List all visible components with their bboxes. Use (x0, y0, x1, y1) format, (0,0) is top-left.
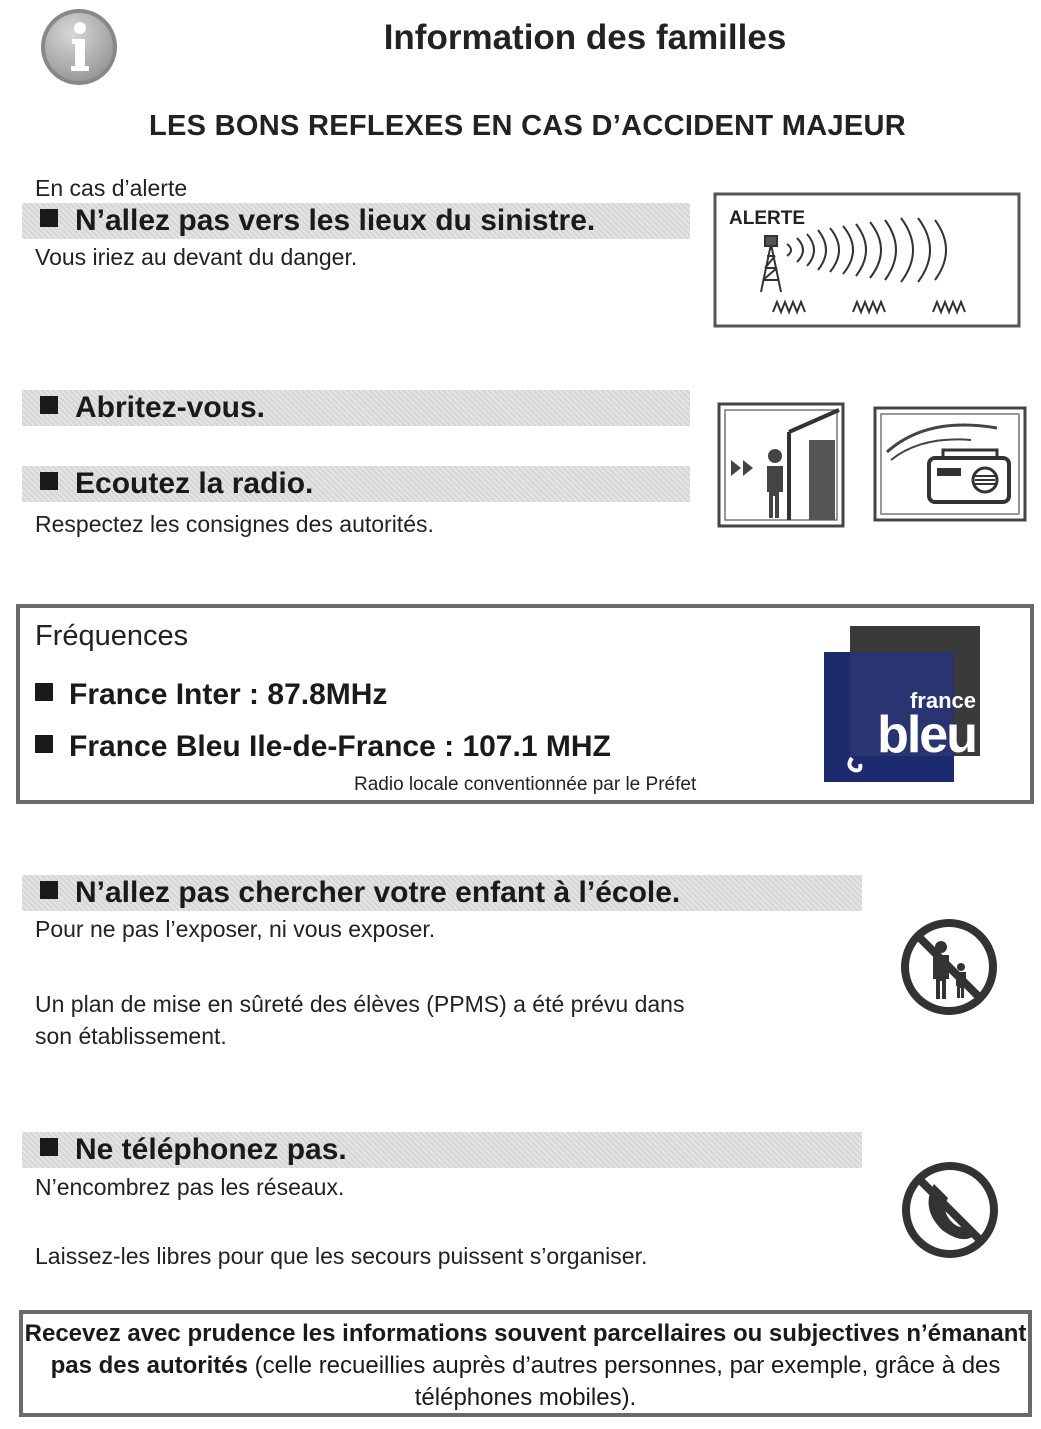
section-text: son établissement. (35, 1023, 227, 1049)
alert-intro: En cas d’alerte (35, 175, 188, 201)
page-title: Information des familles (383, 18, 787, 57)
frequencies-title: Fréquences (35, 620, 189, 652)
bullet-square (35, 735, 53, 753)
warning-bold-text: Recevez avec prudence les informations souvent parcellaires ou subjectives n’émanant pas des autorités (24, 1320, 1027, 1379)
section-text: Respectez les consignes des autorités. (35, 511, 434, 537)
section-text: Pour ne pas l’exposer, ni vous exposer. (35, 916, 436, 942)
section-heading-abritez (22, 390, 690, 426)
section-heading-enfant (22, 875, 862, 911)
section-heading-radio (22, 466, 690, 502)
bullet-square (40, 209, 58, 227)
section-heading-text: Ecoutez la radio. (75, 467, 314, 500)
radio-icon (873, 406, 1027, 522)
warning-normal-text: (celle recueillies auprès d’autres personnes, par exemple, grâce à des téléphones mobiles). (248, 1352, 1001, 1411)
frequency-item (35, 678, 387, 712)
alert-label: ALERTE (729, 208, 805, 229)
bullet-square (40, 472, 58, 490)
no-phone-icon (900, 1160, 1000, 1260)
bullet-square (40, 1138, 58, 1156)
section-heading-text: Ne téléphonez pas. (75, 1133, 347, 1166)
section-text: Vous iriez au devant du danger. (35, 244, 358, 270)
bullet-square (40, 396, 58, 414)
section-heading-telephone (22, 1132, 862, 1168)
france-bleu-logo (824, 626, 980, 782)
no-child-pickup-icon (899, 917, 999, 1017)
alert-siren-icon (713, 192, 1021, 328)
section-heading-text: N’allez pas chercher votre enfant à l’école. (75, 876, 681, 909)
section-heading-text: N’allez pas vers les lieux du sinistre. (75, 204, 596, 237)
logo-small-text: france (909, 688, 976, 713)
shelter-icon (717, 402, 845, 528)
bullet-square (35, 683, 53, 701)
bullet-square (40, 881, 58, 899)
frequency-item (35, 730, 611, 764)
info-icon (38, 6, 120, 88)
section-text: Un plan de mise en sûreté des élèves (PPMS) a été prévu dans (35, 991, 685, 1017)
frequency-text: France Bleu Ile-de-France : 107.1 MHZ (69, 730, 611, 763)
logo-big-text: bleu (877, 706, 976, 764)
section-heading-text: Abritez-vous. (75, 391, 266, 424)
section-text: Laissez-les libres pour que les secours puissent s’organiser. (35, 1243, 648, 1269)
frequency-text: France Inter : 87.8MHz (69, 678, 388, 711)
warning-box (19, 1310, 1032, 1417)
section-heading-sinistre (22, 203, 690, 239)
frequencies-note: Radio locale conventionnée par le Préfet (354, 774, 697, 795)
main-heading: LES BONS REFLEXES EN CAS D’ACCIDENT MAJEUR (148, 110, 906, 142)
section-text: N’encombrez pas les réseaux. (35, 1174, 345, 1200)
